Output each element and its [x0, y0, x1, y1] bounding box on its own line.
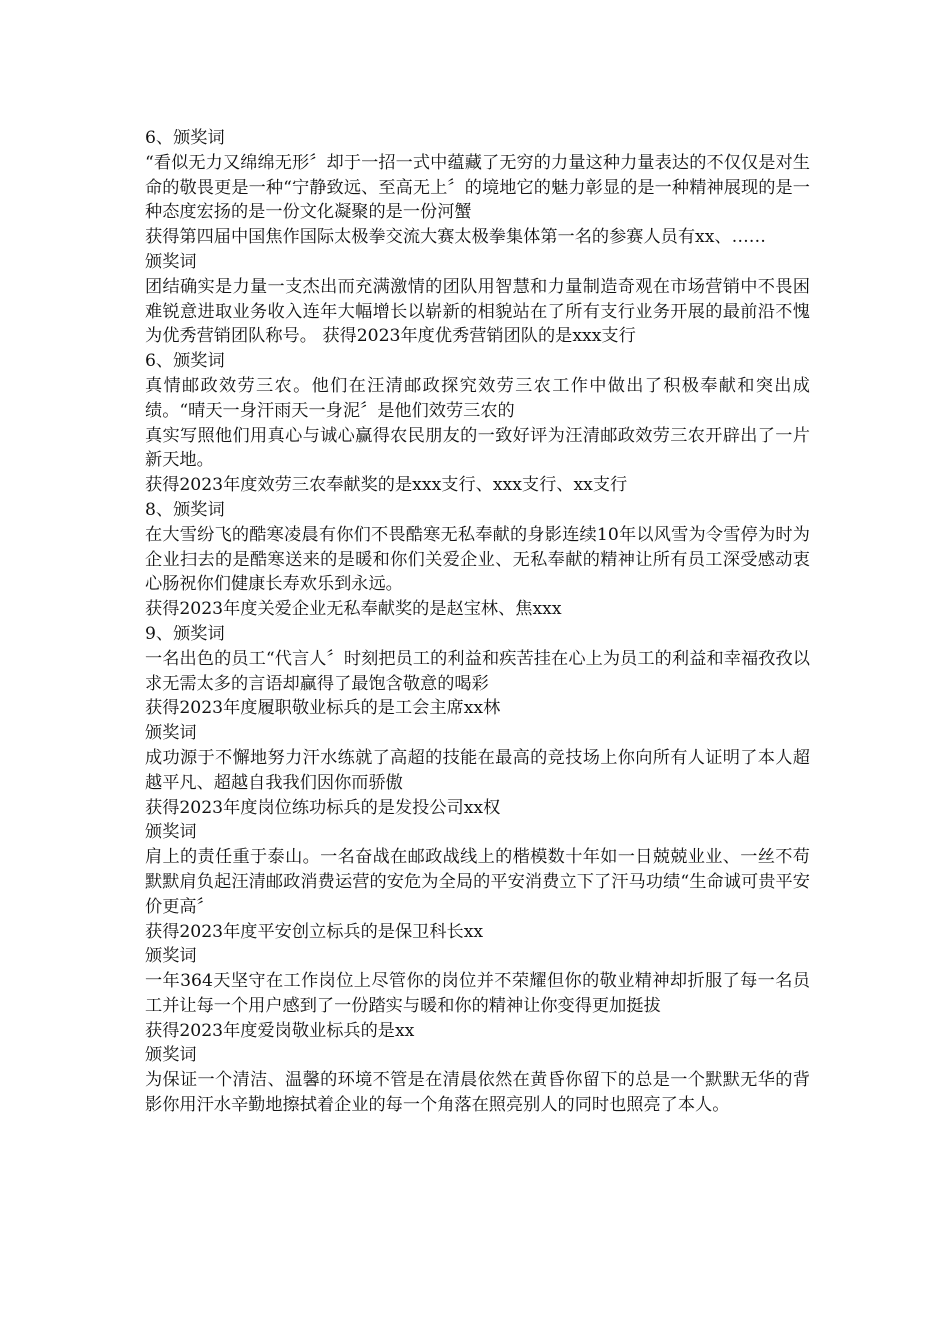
winner-safety: 获得2023年度平安创立标兵的是保卫科长xx [145, 921, 484, 942]
winner-rural-service: 获得2023年度效劳三农奉献奖的是xxx支行、xxx支行、xx支行 [145, 475, 628, 496]
award-text-dedication: 一年364天坚守在工作岗位上尽管你的岗位并不荣耀但你的敬业精神却折服了每一名员工并让每一个用户感到了一份踏实与暖和你的精神让你变得更加挺拔 [145, 971, 810, 1016]
heading-award: 颁奖词 [145, 822, 197, 843]
heading-award-9: 9、颁奖词 [145, 623, 225, 644]
winner-snow: 获得2023年度关爱企业无私奉献奖的是赵宝林、焦xxx [145, 599, 562, 620]
heading-award: 颁奖词 [145, 946, 197, 967]
winner-taichi: 获得第四届中国焦作国际太极拳交流大赛太极拳集体第一名的参赛人员有xx、…… [145, 227, 766, 248]
award-text-union: 一名出色的员工“代言人〞时刻把员工的利益和疾苦挂在心上为员工的利益和幸福孜孜以求无需太多的言语却赢得了最饱含敬意的喝彩 [145, 648, 810, 694]
award-text-rural-service: 真情邮政效劳三农。他们在汪清邮政探究效劳三农工作中做出了积极奉献和突出成绩。“晴天一身汗雨天一身泥〞是他们效劳三农的 [145, 375, 810, 421]
heading-award: 颁奖词 [145, 251, 197, 272]
document-body [145, 126, 810, 1118]
award-text-cleaning: 为保证一个清洁、温馨的环境不管是在清晨依然在黄昏你留下的总是一个默默无华的背影你用汗水辛勤地擦拭着企业的每一个角落在照亮别人的同时也照亮了本人。 [145, 1070, 810, 1116]
heading-award: 颁奖词 [145, 1045, 197, 1066]
heading-award-8: 8、颁奖词 [145, 499, 225, 520]
award-text-skills: 成功源于不懈地努力汗水练就了高超的技能在最高的竞技场上你向所有人证明了本人超越平凡、超越自我我们因你而骄傲 [145, 747, 810, 793]
winner-union: 获得2023年度履职敬业标兵的是工会主席xx林 [145, 698, 501, 719]
award-text-marketing-team: 团结确实是力量一支杰出而充满激情的团队用智慧和力量制造奇观在市场营销中不畏困难锐意进取业务收入连年大幅增长以崭新的相貌站在了所有支行业务开展的最前沿不愧为优秀营销团队称号。 获得2023年度优秀营销团队的是xxx支行 [145, 276, 810, 347]
heading-award-6: 6、颁奖词 [145, 128, 225, 148]
winner-skills: 获得2023年度岗位练功标兵的是发投公司xx权 [145, 797, 501, 818]
heading-award-6b: 6、颁奖词 [145, 351, 225, 372]
award-text-rural-service-cont: 真实写照他们用真心与诚心赢得农民朋友的一致好评为汪清邮政效劳三农开辟出了一片新天地。 [145, 425, 810, 471]
award-text-taichi: “看似无力又绵绵无形〞却于一招一式中蕴藏了无穷的力量这种力量表达的不仅仅是对生命的敬畏更是一种“宁静致远、至高无上〞的境地它的魅力彰显的是一种精神展现的是一种态度宏扬的是一份文化凝聚的是一份河蟹 [145, 152, 810, 223]
heading-award: 颁奖词 [145, 723, 197, 744]
winner-dedication: 获得2023年度爱岗敬业标兵的是xx [145, 1020, 415, 1041]
award-text-snow: 在大雪纷飞的酷寒凌晨有你们不畏酷寒无私奉献的身影连续10年以风雪为令雪停为时为企业扫去的是酷寒送来的是暖和你们关爱企业、无私奉献的精神让所有员工深受感动衷心肠祝你们健康长寿欢乐到永远。 [145, 524, 810, 595]
award-text-safety: 肩上的责任重于泰山。一名奋战在邮政战线上的楷模数十年如一日兢兢业业、一丝不苟默默肩负起汪清邮政消费运营的安危为全局的平安消费立下了汗马功绩“生命诚可贵平安价更高〞 [145, 847, 810, 917]
